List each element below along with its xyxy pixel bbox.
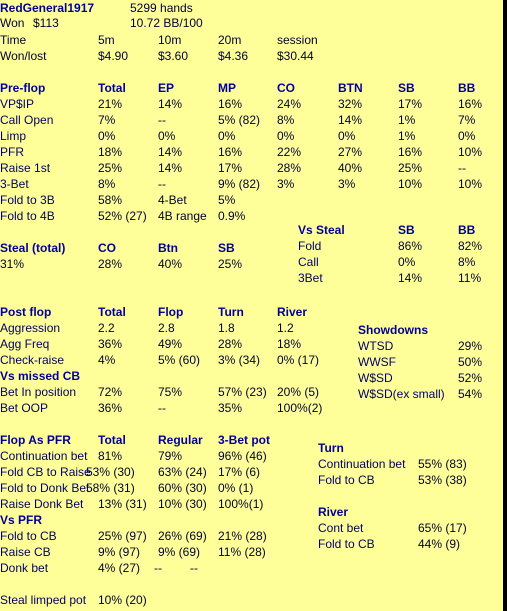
three-bet-co: 3% <box>277 177 295 191</box>
vs-steal-call-sb: 0% <box>398 255 416 269</box>
limp-ep: 0% <box>158 129 176 143</box>
fold-cb-raise-regular: 63% (24) <box>158 465 207 479</box>
aggression-flop: 2.8 <box>158 321 175 335</box>
bet-ip-label: Bet In position <box>0 385 77 399</box>
wtsd-label: WTSD <box>358 339 394 353</box>
pfr-mp: 16% <box>218 145 243 159</box>
cbet-label: Continuation bet <box>0 449 88 463</box>
preflop-col-co: CO <box>277 81 295 95</box>
fold-to-cb-3bet: 21% (28) <box>218 529 267 543</box>
steal-col-sb: SB <box>218 241 235 255</box>
vs-pfr-title: Vs PFR <box>0 513 43 527</box>
steal-co: 28% <box>98 257 123 271</box>
raise-donk-label: Raise Donk Bet <box>0 497 84 511</box>
aggression-river: 1.2 <box>277 321 294 335</box>
flop-pfr-col-regular: Regular <box>158 433 203 447</box>
fold-cb-raise-total: 53% (30) <box>86 465 135 479</box>
fold-cb-raise-label: Fold CB to Raise <box>0 465 91 479</box>
cbet-3bet: 96% (46) <box>218 449 267 463</box>
donk-bet-regular: -- <box>154 561 162 575</box>
pfr-ep: 14% <box>158 145 183 159</box>
bet-ip-turn: 57% (23) <box>218 385 267 399</box>
four-bet-range-label: 4B range <box>158 209 207 223</box>
call-open-label: Call Open <box>0 113 54 127</box>
three-bet-btn: 3% <box>338 177 356 191</box>
fold-donk-total: 58% (31) <box>86 481 135 495</box>
agg-freq-turn: 28% <box>218 337 243 351</box>
player-name[interactable]: RedGeneral1917 <box>0 1 95 15</box>
limp-bb: 0% <box>458 129 476 143</box>
three-bet-mp: 9% (82) <box>218 177 261 191</box>
turn-cbet-value: 55% (83) <box>418 457 467 471</box>
bb-per-100: 10.72 BB/100 <box>130 16 203 30</box>
col-10m: 10m <box>158 33 182 47</box>
postflop-col-total: Total <box>98 305 126 319</box>
check-raise-total: 4% <box>98 353 116 367</box>
bet-oop-label: Bet OOP <box>0 401 49 415</box>
donk-bet-label: Donk bet <box>0 561 49 575</box>
steal-btn: 40% <box>158 257 183 271</box>
aggression-total: 2.2 <box>98 321 115 335</box>
vpip-label: VP$IP <box>0 97 35 111</box>
raise-cb-3bet: 11% (28) <box>218 545 266 559</box>
raise-first-mp: 17% <box>218 161 243 175</box>
raise-cb-regular: 9% (69) <box>158 545 201 559</box>
vs-steal-3bet-label: 3Bet <box>298 271 323 285</box>
vs-steal-col-bb: BB <box>458 223 476 237</box>
missed-cb-title: Vs missed CB <box>0 369 81 383</box>
limp-mp: 0% <box>218 129 236 143</box>
flop-pfr-col-3bet: 3-Bet pot <box>218 433 270 447</box>
check-raise-label: Check-raise <box>0 353 65 367</box>
vpip-ep: 14% <box>158 97 183 111</box>
postflop-col-turn: Turn <box>218 305 244 319</box>
time-label: Time <box>0 33 27 47</box>
raise-cb-label: Raise CB <box>0 545 51 559</box>
vs-steal-call-bb: 8% <box>458 255 476 269</box>
wsd-value: 52% <box>458 371 483 385</box>
agg-freq-total: 36% <box>98 337 123 351</box>
agg-freq-label: Agg Freq <box>0 337 50 351</box>
fold-to-3b-label: Fold to 3B <box>0 193 55 207</box>
wonlost-20m: $4.36 <box>218 49 249 63</box>
pfr-label: PFR <box>0 145 24 159</box>
raise-first-bb: -- <box>458 161 466 175</box>
col-20m: 20m <box>218 33 242 47</box>
wtsd-value: 29% <box>458 339 483 353</box>
vs-steal-fold-label: Fold <box>298 239 322 253</box>
steal-title: Steal (total) <box>0 241 66 255</box>
raise-first-ep: 14% <box>158 161 183 175</box>
aggression-label: Aggression <box>0 321 61 335</box>
steal-total: 31% <box>0 257 25 271</box>
fold-to-cb-regular: 26% (69) <box>158 529 207 543</box>
raise-first-co: 28% <box>277 161 302 175</box>
won-value: $113 <box>33 16 59 30</box>
limp-btn: 0% <box>338 129 356 143</box>
steal-sb: 25% <box>218 257 243 271</box>
turn-fold-cb-value: 53% (38) <box>418 473 467 487</box>
pfr-btn: 27% <box>338 145 363 159</box>
donk-bet-total: 4% (27) <box>98 561 141 575</box>
showdowns-title: Showdowns <box>358 323 428 337</box>
bet-oop-total: 36% <box>98 401 123 415</box>
limp-sb: 1% <box>398 129 416 143</box>
call-open-mp: 5% (82) <box>218 113 261 127</box>
vpip-bb: 16% <box>458 97 483 111</box>
limp-co: 0% <box>277 129 295 143</box>
pfr-co: 22% <box>277 145 302 159</box>
check-raise-flop: 5% (60) <box>158 353 201 367</box>
fold-to-cb-label: Fold to CB <box>0 529 57 543</box>
wonlost-5m: $4.90 <box>98 49 129 63</box>
fold-to-4b-label: Fold to 4B <box>0 209 55 223</box>
steal-limped-label: Steal limped pot <box>0 593 87 607</box>
bet-oop-flop: -- <box>158 401 166 415</box>
wonlost-label: Won/lost <box>0 49 47 63</box>
col-5m: 5m <box>98 33 115 47</box>
four-bet-label: 4-Bet <box>158 193 187 207</box>
fold-donk-label: Fold to Donk Bet <box>0 481 90 495</box>
call-open-btn: 14% <box>338 113 363 127</box>
three-bet-sb: 10% <box>398 177 423 191</box>
three-bet-bb: 10% <box>458 177 483 191</box>
turn-title: Turn <box>318 441 344 455</box>
cbet-regular: 79% <box>158 449 183 463</box>
fold-to-cb-total: 25% (97) <box>98 529 147 543</box>
raise-cb-total: 9% (97) <box>98 545 141 559</box>
won-label: Won <box>0 16 25 30</box>
agg-freq-flop: 49% <box>158 337 183 351</box>
raise-donk-total: 13% (31) <box>98 497 147 511</box>
preflop-col-total: Total <box>98 81 126 95</box>
wsd-label: W$SD <box>358 371 393 385</box>
raise-first-sb: 25% <box>398 161 423 175</box>
flop-pfr-col-total: Total <box>98 433 126 447</box>
four-bet-value: 5% <box>218 193 236 207</box>
vs-steal-3bet-sb: 14% <box>398 271 423 285</box>
vpip-mp: 16% <box>218 97 243 111</box>
vpip-sb: 17% <box>398 97 423 111</box>
col-session: session <box>277 33 318 47</box>
call-open-total: 7% <box>98 113 116 127</box>
fold-to-3b-value: 58% <box>98 193 123 207</box>
turn-cbet-label: Continuation bet <box>318 457 406 471</box>
fold-donk-3bet: 0% (1) <box>218 481 254 495</box>
check-raise-turn: 3% (34) <box>218 353 261 367</box>
turn-fold-cb-label: Fold to CB <box>318 473 375 487</box>
preflop-col-ep: EP <box>158 81 175 95</box>
four-bet-range-value: 0.9% <box>218 209 246 223</box>
vpip-co: 24% <box>277 97 302 111</box>
bet-oop-river: 100%(2) <box>277 401 323 415</box>
wonlost-session: $30.44 <box>277 49 314 63</box>
bet-oop-turn: 35% <box>218 401 243 415</box>
limp-total: 0% <box>98 129 116 143</box>
vs-steal-col-sb: SB <box>398 223 415 237</box>
pfr-sb: 16% <box>398 145 423 159</box>
bet-ip-river: 20% (5) <box>277 385 320 399</box>
aggression-turn: 1.8 <box>218 321 235 335</box>
steal-col-co: CO <box>98 241 116 255</box>
raise-first-total: 25% <box>98 161 123 175</box>
agg-freq-river: 18% <box>277 337 302 351</box>
wwsf-value: 50% <box>458 355 483 369</box>
postflop-title: Post flop <box>0 305 52 319</box>
call-open-co: 8% <box>277 113 295 127</box>
raise-donk-3bet: 100%(1) <box>218 497 264 511</box>
postflop-col-flop: Flop <box>158 305 184 319</box>
flop-pfr-title: Flop As PFR <box>0 433 71 447</box>
wwsf-label: WWSF <box>358 355 396 369</box>
hands-count: 5299 hands <box>130 1 193 15</box>
river-fold-cb-value: 44% (9) <box>418 537 461 551</box>
preflop-col-mp: MP <box>218 81 236 95</box>
raise-first-btn: 40% <box>338 161 363 175</box>
river-cbet-value: 65% (17) <box>418 521 467 535</box>
three-bet-total: 8% <box>98 177 116 191</box>
preflop-col-btn: BTN <box>338 81 363 95</box>
vs-steal-fold-sb: 86% <box>398 239 423 253</box>
check-raise-river: 0% (17) <box>277 353 320 367</box>
postflop-col-river: River <box>277 305 308 319</box>
vs-steal-3bet-bb: 11% <box>458 271 482 285</box>
preflop-col-bb: BB <box>458 81 476 95</box>
vs-steal-fold-bb: 82% <box>458 239 483 253</box>
vpip-total: 21% <box>98 97 123 111</box>
vs-steal-call-label: Call <box>298 255 319 269</box>
call-open-bb: 7% <box>458 113 476 127</box>
vpip-btn: 32% <box>338 97 363 111</box>
bet-ip-total: 72% <box>98 385 123 399</box>
river-title: River <box>318 505 349 519</box>
wsd-ex-small-label: W$SD(ex small) <box>358 387 445 401</box>
fold-cb-raise-3bet: 17% (6) <box>218 465 261 479</box>
call-open-sb: 1% <box>398 113 416 127</box>
steal-limped-value: 10% (20) <box>98 593 147 607</box>
pfr-bb: 10% <box>458 145 483 159</box>
donk-bet-3bet: -- <box>190 561 198 575</box>
three-bet-ep: -- <box>158 177 166 191</box>
wonlost-10m: $3.60 <box>158 49 189 63</box>
fold-to-4b-value: 52% (27) <box>98 209 147 223</box>
limp-label: Limp <box>0 129 27 143</box>
preflop-col-sb: SB <box>398 81 415 95</box>
call-open-ep: -- <box>158 113 166 127</box>
bet-ip-flop: 75% <box>158 385 183 399</box>
fold-donk-regular: 60% (30) <box>158 481 207 495</box>
raise-donk-regular: 10% (30) <box>158 497 207 511</box>
raise-first-label: Raise 1st <box>0 161 51 175</box>
preflop-title: Pre-flop <box>0 81 46 95</box>
vs-steal-title: Vs Steal <box>298 223 345 237</box>
steal-col-btn: Btn <box>158 241 178 255</box>
river-fold-cb-label: Fold to CB <box>318 537 375 551</box>
cbet-total: 81% <box>98 449 123 463</box>
river-cbet-label: Cont bet <box>318 521 364 535</box>
wsd-ex-small-value: 54% <box>458 387 483 401</box>
pfr-total: 18% <box>98 145 123 159</box>
three-bet-label: 3-Bet <box>0 177 29 191</box>
